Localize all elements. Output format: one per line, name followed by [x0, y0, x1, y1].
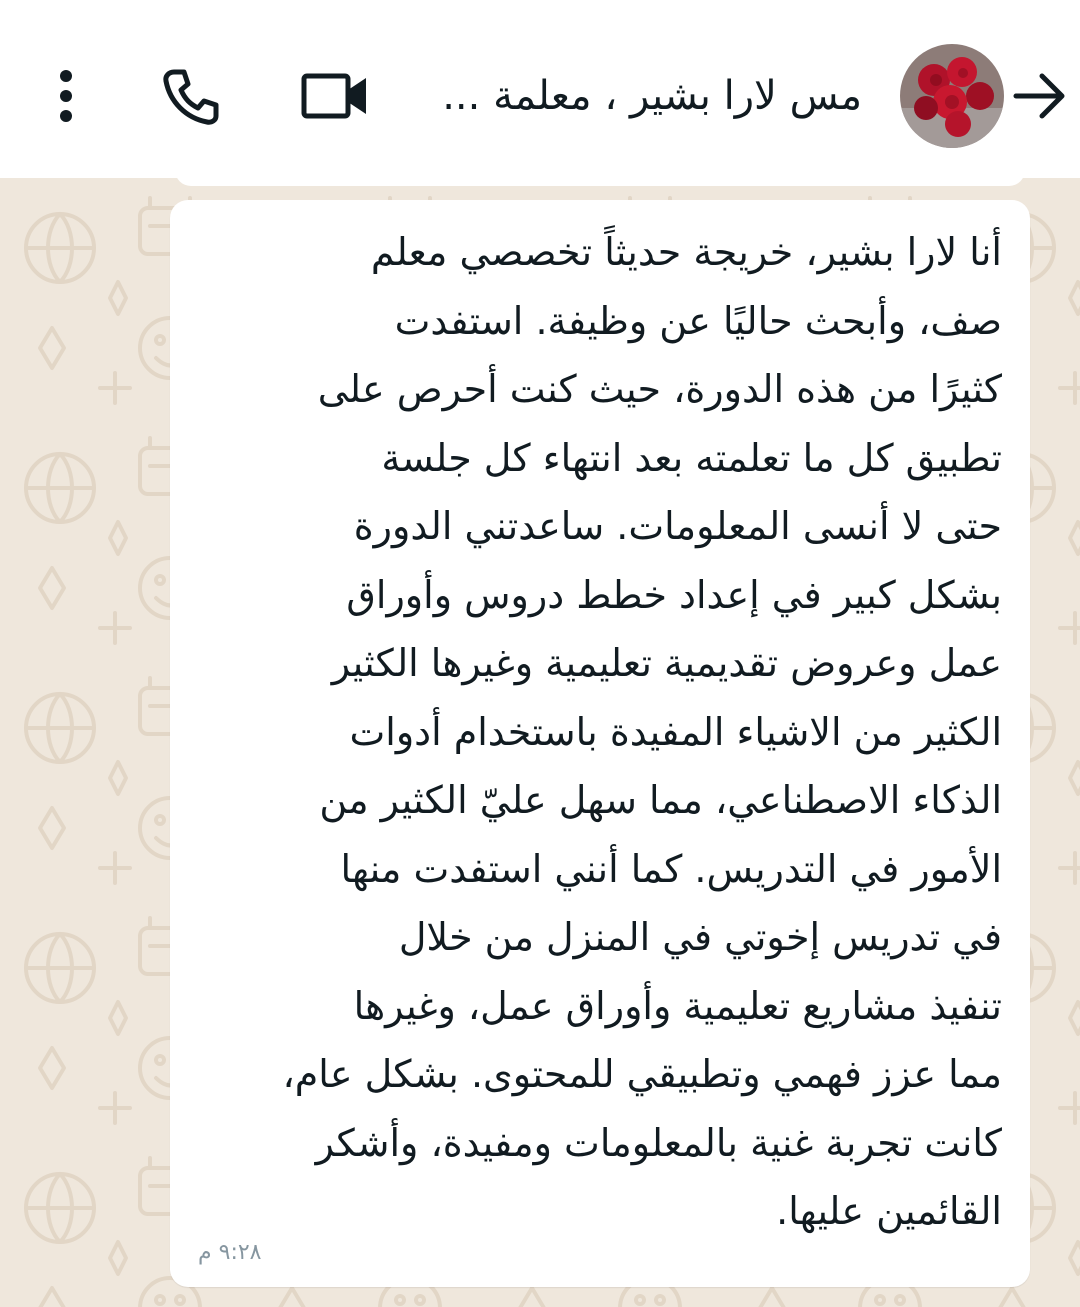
message-line: حتى لا أنسى المعلومات. ساعدتني الدورة	[353, 504, 1002, 548]
chat-area[interactable]	[0, 178, 1080, 1307]
phone-icon[interactable]	[160, 66, 222, 128]
contact-avatar[interactable]	[900, 44, 1004, 148]
video-call-icon[interactable]	[300, 70, 370, 122]
message-line: كثيرًا من هذه الدورة، حيث كنت أحرص على	[317, 367, 1002, 411]
message-line: بشكل كبير في إعداد خطط دروس وأوراق	[346, 572, 1002, 617]
message-timestamp: ٩:٢٨ م	[198, 1240, 262, 1265]
message-line: الأمور في التدريس. كما أنني استفدت منها	[340, 846, 1002, 891]
message-line: في تدريس إخوتي في المنزل من خلال	[398, 915, 1002, 959]
message-line: تطبيق كل ما تعلمته بعد انتهاء كل جلسة	[381, 435, 1002, 480]
message-line: أنا لارا بشير، خريجة حديثاً تخصصي معلم	[370, 230, 1002, 274]
message-line: عمل وعروض تقديمية تعليمية وغيرها الكثير	[331, 641, 1002, 685]
message-line: مما عزز فهمي وتطبيقي للمحتوى. بشكل عام،	[282, 1052, 1002, 1096]
message-line: كانت تجربة غنية بالمعلومات ومفيدة، وأشكر	[315, 1120, 1002, 1165]
arrow-back-icon[interactable]	[1010, 68, 1070, 124]
message-line: تنفيذ مشاريع تعليمية وأوراق عمل، وغيرها	[353, 983, 1002, 1028]
previous-message-bubble[interactable]	[175, 178, 1025, 186]
message-line: صف، وأبحث حاليًا عن وظيفة. استفدت	[394, 298, 1002, 343]
more-vert-icon[interactable]	[50, 66, 82, 126]
message-line: الذكاء الاصطناعي، مما سهل عليّ الكثير من	[319, 778, 1002, 822]
contact-name[interactable]: مس لارا بشير ، معلمة ...	[442, 73, 862, 119]
message-line: القائمين عليها.	[776, 1189, 1002, 1233]
message-text	[202, 218, 1002, 1246]
message-bubble[interactable]	[170, 200, 1030, 1287]
message-line: الكثير من الاشياء المفيدة باستخدام أدوات	[349, 709, 1002, 754]
chat-header	[0, 0, 1080, 178]
